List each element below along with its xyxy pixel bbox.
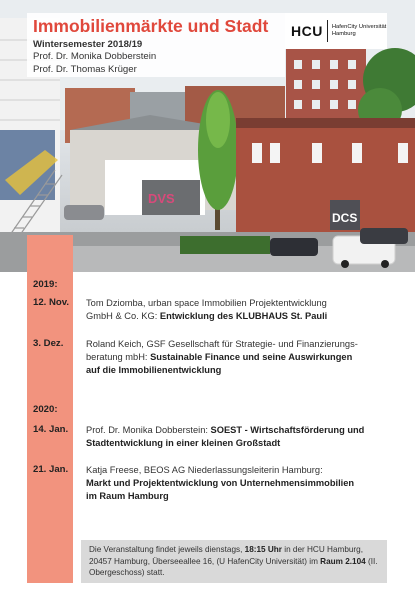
event-topic: auf die Immobilienentwicklung [86, 365, 222, 375]
footer-room: Raum 2.104 [320, 556, 366, 566]
year-2020: 2020: [33, 404, 58, 415]
page-title: Immobilienmärkte und Stadt [33, 16, 269, 36]
event-line: Roland Keich, GSF Gesellschaft für Strategie- und Finanzierungs- [86, 339, 358, 349]
year-2019: 2019: [33, 279, 58, 290]
event-topic: Entwicklung des KLUBHAUS St. Pauli [159, 311, 328, 321]
event-text [86, 338, 386, 377]
event-topic: im Raum Hamburg [86, 491, 169, 501]
event-text [86, 464, 386, 503]
footer-text: Die Veranstaltung findet jeweils dienstags, [89, 545, 245, 554]
logo-text [332, 24, 386, 38]
footer-time: 18:15 Uhr [244, 545, 282, 554]
event-text [86, 297, 386, 323]
event-line: Prof. Dr. Monika Dobberstein: [86, 425, 211, 435]
event-line: Katja Freese, BEOS AG Niederlassungsleiterin Hamburg: [86, 465, 323, 475]
graffiti-right-text: DCS [332, 211, 358, 225]
event-line: Tom Dziomba, urban space Immobilien Projektentwicklung [86, 298, 327, 308]
event-topic: Markt und Projektentwicklung von Unternehmensimmobilien [86, 478, 355, 488]
title-box [27, 13, 285, 77]
lecturer-1: Prof. Dr. Monika Dobberstein [33, 51, 157, 62]
graffiti-left-text: DVS [148, 191, 175, 206]
logo-separator [327, 20, 328, 42]
logo-line-2: Hamburg [331, 31, 356, 37]
event-date: 3. Dez. [33, 338, 64, 349]
event-topic: SOEST - Wirtschaftsförderung und [210, 425, 365, 435]
lecturer-2: Prof. Dr. Thomas Krüger [33, 63, 137, 75]
event-date: 14. Jan. [33, 424, 69, 435]
venue-footer [81, 540, 387, 583]
footer-text: (II. Obergeschoss) statt. [89, 556, 378, 577]
event-text [86, 424, 386, 450]
semester: Wintersemester 2018/19 [33, 39, 143, 50]
event-topic: Stadtentwicklung in einer kleinen Großstadt [86, 438, 281, 448]
event-date: 21. Jan. [33, 464, 69, 475]
date-column-bar [27, 235, 73, 583]
logo-short: HCU [291, 23, 323, 39]
event-line: GmbH & Co. KG: [86, 311, 160, 321]
event-topic: Sustainable Finance und seine Auswirkungen [150, 352, 353, 362]
event-line: beratung mbH: [86, 352, 151, 362]
footer-text: in der HCU Hamburg, 20457 Hamburg, Überseeallee 16, (U HafenCity Universität) im [89, 545, 363, 566]
logo-line-1: HafenCity Universität [331, 24, 387, 30]
hcu-logo [285, 13, 387, 49]
event-date: 12. Nov. [33, 297, 70, 308]
